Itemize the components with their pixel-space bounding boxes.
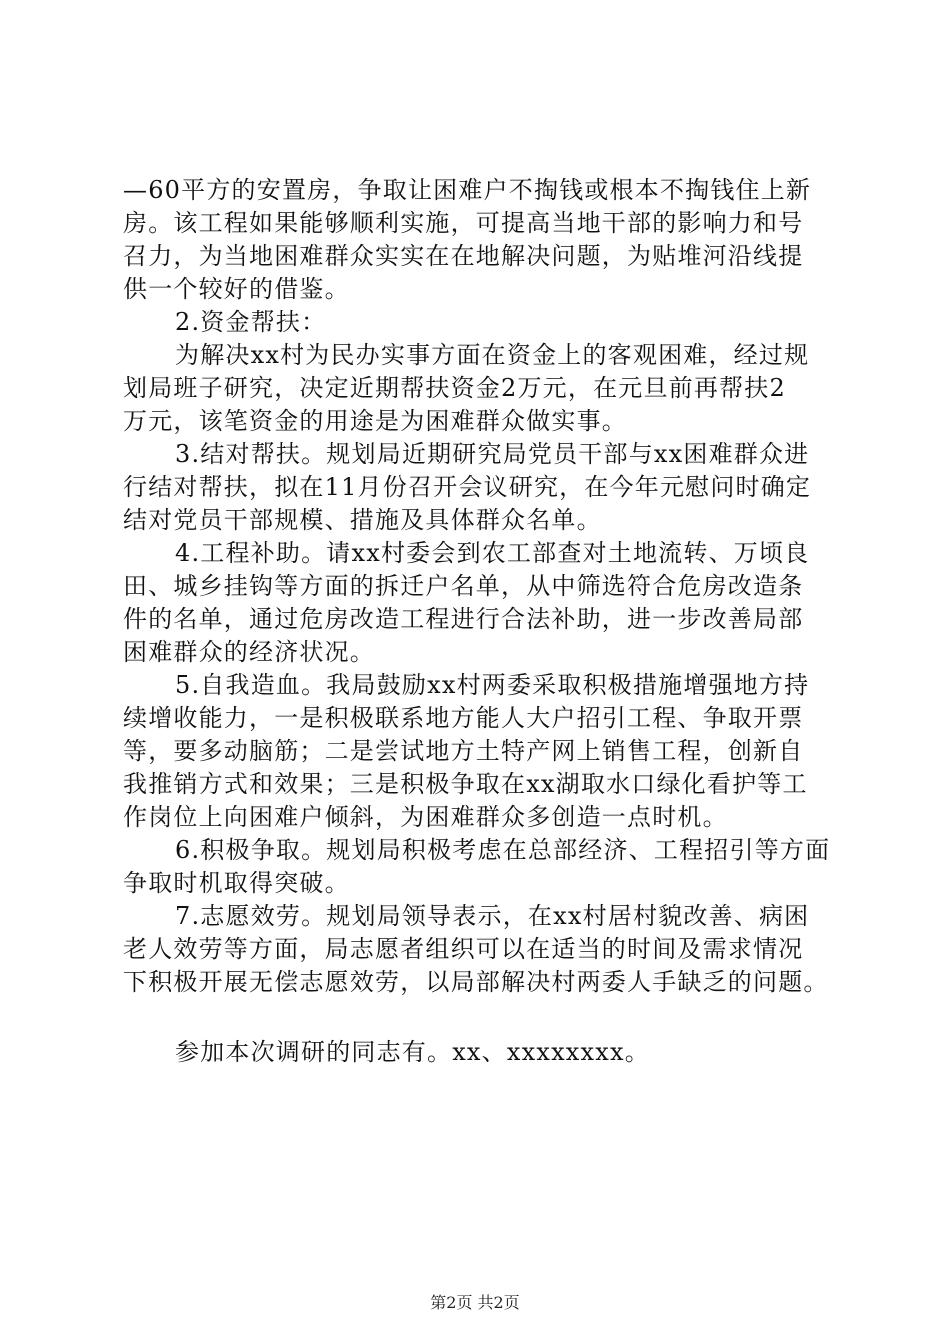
paragraph-line: 件的名单，通过危房改造工程进行合法补助，进一步改善局部 (123, 605, 804, 633)
section-heading-funding: 2.资金帮扶： (175, 308, 327, 336)
paragraph-line: 划局班子研究，决定近期帮扶资金2万元，在元旦前再帮扶2 (123, 374, 786, 402)
paragraph-line: 结对党员干部规模、措施及具体群众名单。 (123, 506, 602, 534)
paragraph-line: 我推销方式和效果；三是积极争取在xx湖取水口绿化看护等工 (123, 770, 808, 798)
paragraph-line: 行结对帮扶，拟在11月份召开会议研究，在今年元慰问时确定 (123, 473, 812, 501)
paragraph-line: 争取时机取得突破。 (123, 869, 350, 897)
paragraph-line: 为解决xx村为民办实事方面在资金上的客观困难，经过规 (175, 341, 810, 369)
paragraph-line: 4.工程补助。请xx村委会到农工部查对土地流转、万顷良 (175, 539, 810, 567)
paragraph-line: 续增收能力，一是积极联系地方能人大户招引工程、争取开票 (123, 704, 804, 732)
paragraph-line: 田、城乡挂钩等方面的拆迁户名单，从中筛选符合危房改造条 (123, 572, 804, 600)
paragraph-line: 下积极开展无偿志愿效劳，以局部解决村两委人手缺乏的问题。 (123, 968, 829, 996)
paragraph-line: 万元，该笔资金的用途是为困难群众做实事。 (123, 407, 627, 435)
paragraph-line: 困难群众的经济状况。 (123, 638, 375, 666)
paragraph-line: 7.志愿效劳。规划局领导表示，在xx村居村貌改善、病困 (175, 902, 810, 930)
paragraph-line: 6.积极争取。规划局积极考虑在总部经济、工程招引等方面 (175, 836, 831, 864)
paragraph-line: 3.结对帮扶。规划局近期研究局党员干部与xx困难群众进 (175, 440, 810, 468)
paragraph-line: 等，要多动脑筋；二是尝试地方土特产网上销售工程，创新自 (123, 737, 804, 765)
paragraph-line: 召力，为当地困难群众实实在在地解决问题，为贴堆河沿线提 (123, 242, 804, 270)
paragraph-line: 作岗位上向困难户倾斜，为困难群众多创造一点时机。 (123, 803, 728, 831)
paragraph-line: 房。该工程如果能够顺利实施，可提高当地干部的影响力和号 (123, 209, 804, 237)
paragraph-line: 供一个较好的借鉴。 (123, 275, 350, 303)
paragraph-line: 5.自我造血。我局鼓励xx村两委采取积极措施增强地方持 (175, 671, 810, 699)
participants-line: 参加本次调研的同志有。xx、xxxxxxxx。 (175, 1038, 650, 1066)
paragraph-line: 老人效劳等方面，局志愿者组织可以在适当的时间及需求情况 (123, 935, 804, 963)
paragraph-line: —60平方的安置房，争取让困难户不掏钱或根本不掏钱住上新 (123, 176, 812, 204)
page-number-footer: 第2页 共2页 (430, 1293, 520, 1312)
